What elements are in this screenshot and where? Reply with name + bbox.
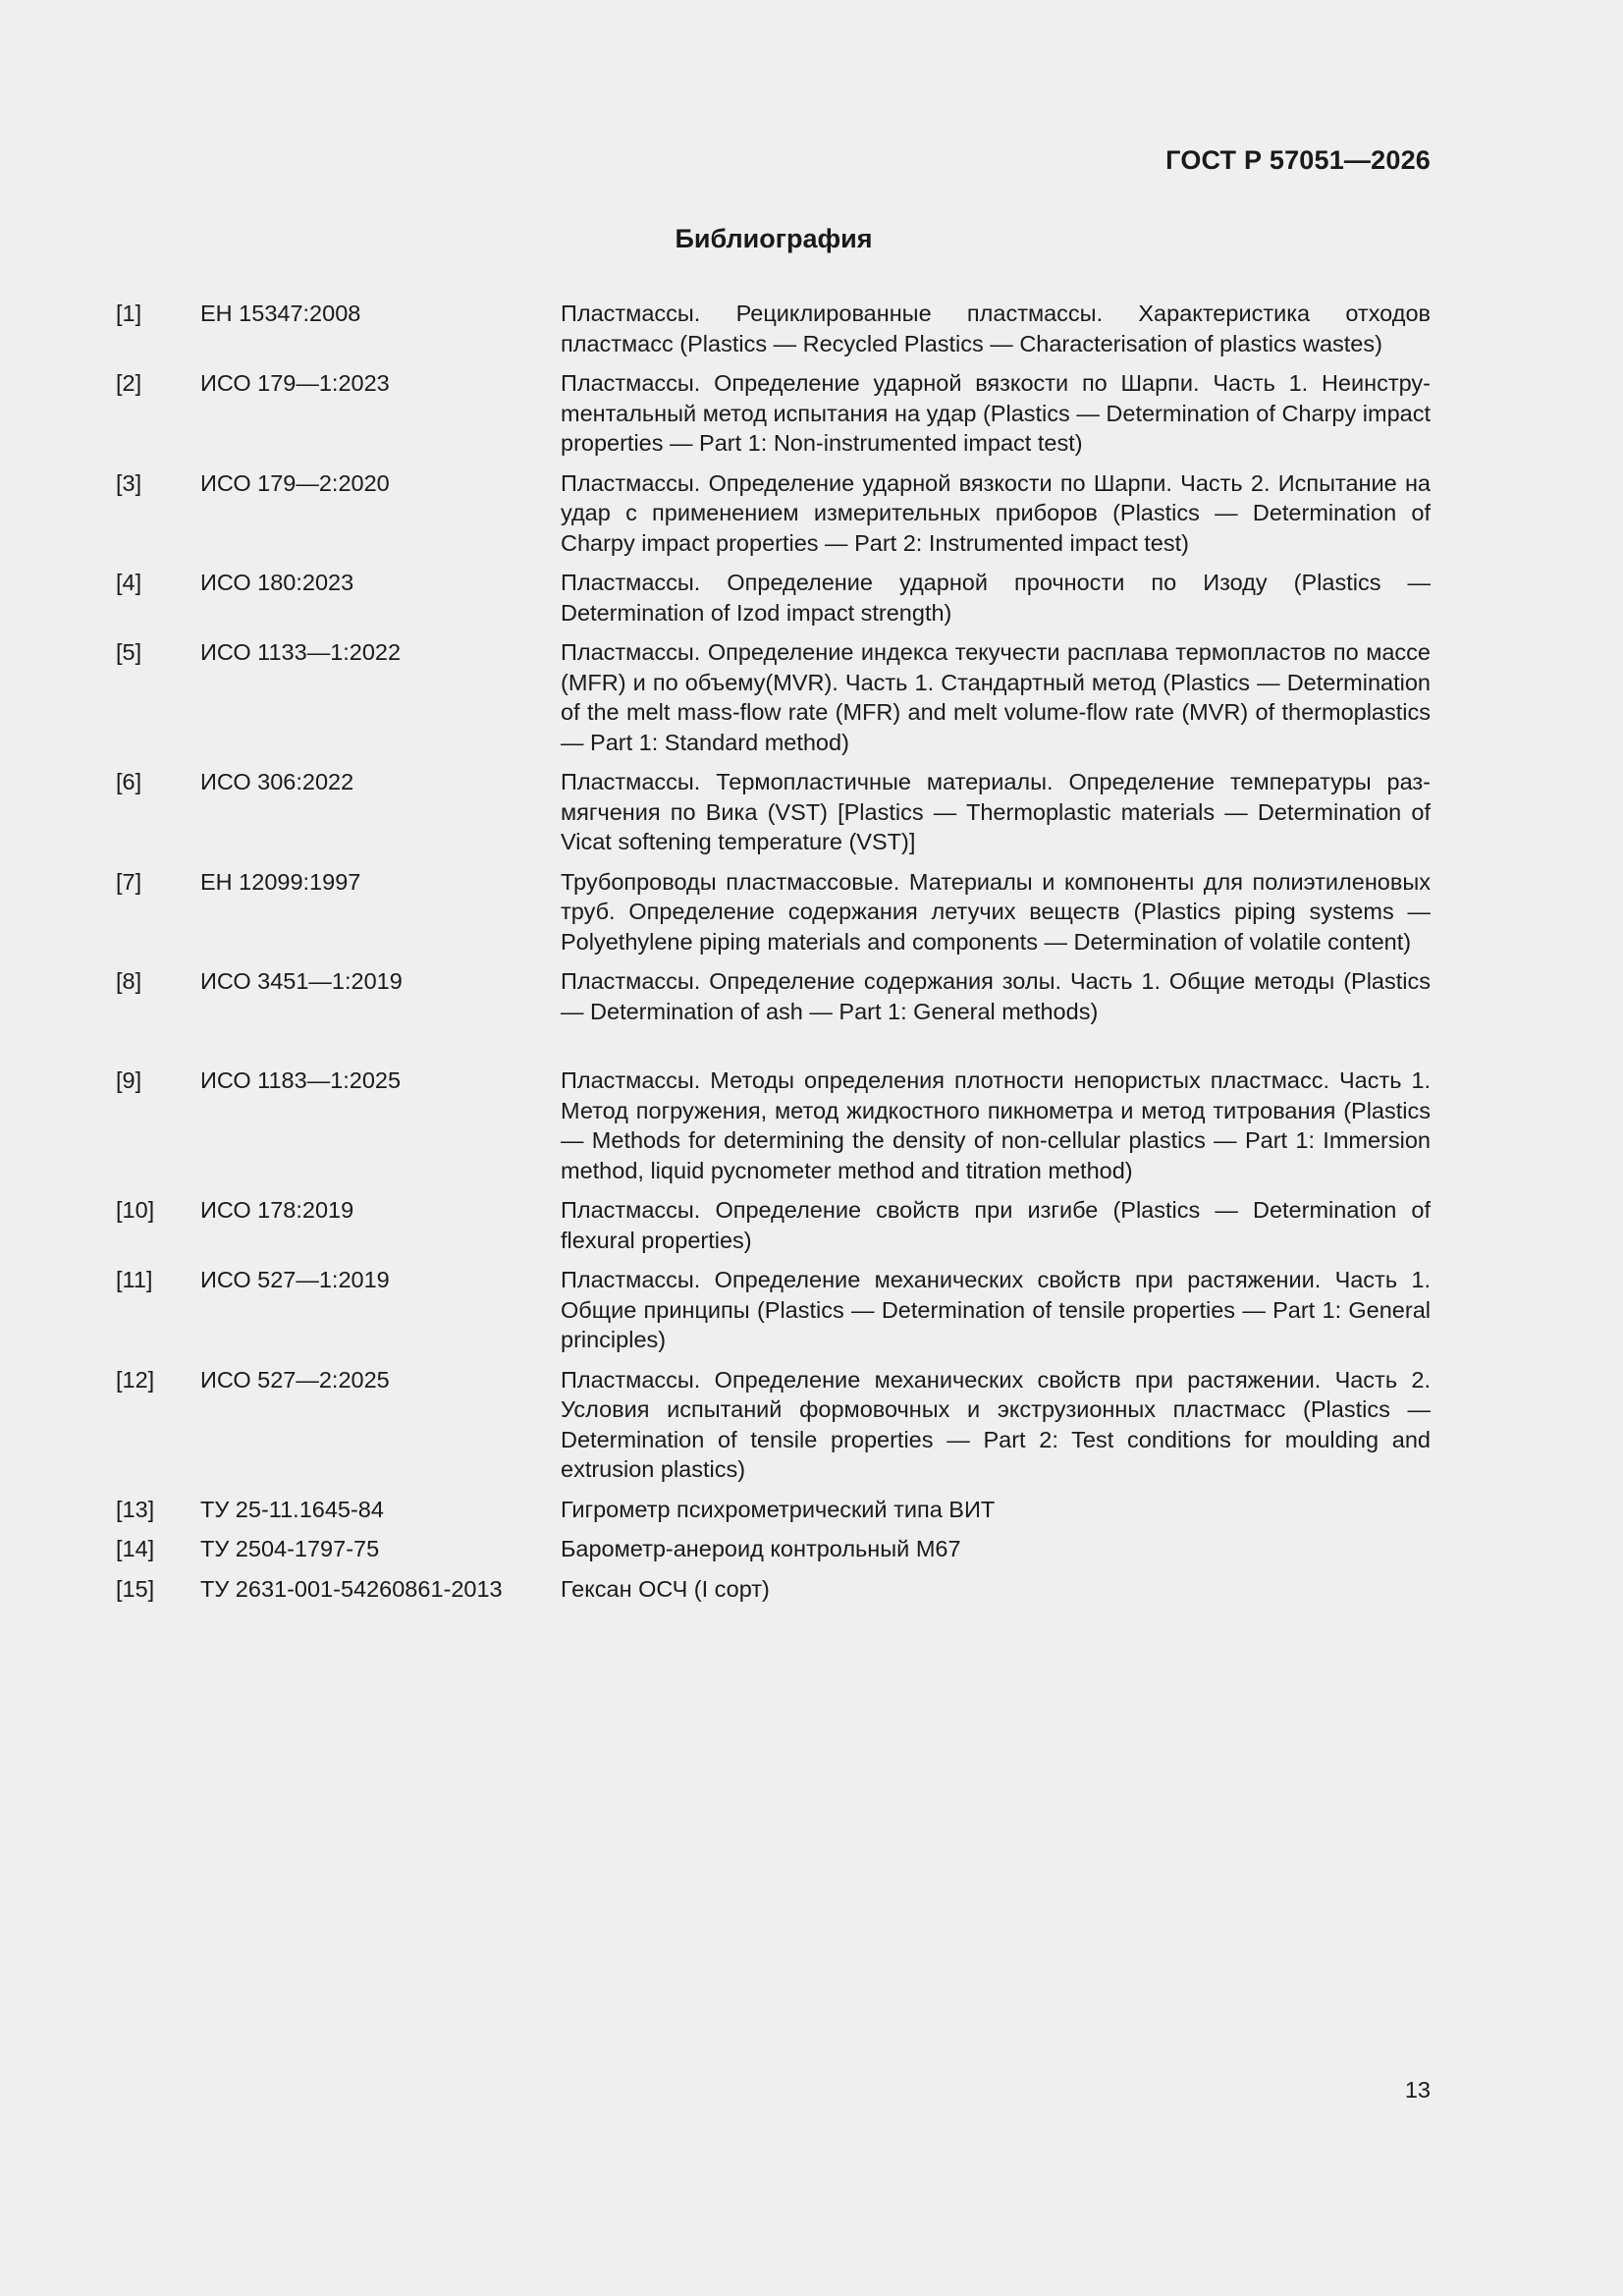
entry-description: Пластмассы. Определение свойств при изгибе (Plastics — Determination of flexural properties) — [561, 1197, 1431, 1253]
standard-code: ТУ 2631-001-54260861-2013 — [200, 1575, 503, 1602]
entry-number: [12] — [116, 1366, 155, 1393]
bibliography-entry — [116, 1365, 1431, 1485]
bibliography-entry — [116, 1534, 1431, 1564]
bibliography-entry — [116, 568, 1431, 628]
standard-code: ИСО 306:2022 — [200, 769, 354, 794]
entry-number: [11] — [116, 1267, 153, 1292]
page-number: 13 — [1404, 2077, 1431, 2103]
bibliography-entry — [116, 1195, 1431, 1255]
standard-code: ИСО 1133—1:2022 — [200, 639, 402, 665]
entry-description: Пластмассы. Определение ударной вязкости по Шарпи. Часть 1. Неинструmентальный метод испытания на удар (Plastics — Determination of Charpy impact properties — Part 1: Non-instrumented impact test) — [561, 370, 1431, 456]
bibliography-entry — [116, 1574, 1431, 1605]
bibliography-entry — [116, 1066, 1431, 1185]
entry-number: [4] — [116, 570, 142, 595]
standard-code: ТУ 25-11.1645-84 — [200, 1496, 384, 1522]
entry-number: [14] — [116, 1536, 155, 1561]
entry-description: Пластмассы. Термопластичные материалы. Определение температуры размягчения по Вика (VST) [Plastics — Thermoplastic materials — Determination of Vicat softening temperature (VST)] — [561, 769, 1431, 854]
entry-number: [1] — [116, 301, 142, 326]
entry-description: Пластмассы. Определение ударной вязкости по Шарпи. Часть 2. Испытание на удар с применением измерительных приборов (Plastics — Determination of Charpy impact properties — Part 2: Instrumented impact test) — [561, 469, 1431, 556]
entry-description: Барометр-анероид контрольный М67 — [561, 1536, 961, 1561]
standard-code: ИСО 3451—1:2019 — [200, 968, 403, 994]
standard-code: ИСО 178:2019 — [200, 1197, 354, 1223]
entry-number: [5] — [116, 639, 142, 665]
standard-code: ИСО 1183—1:2025 — [200, 1067, 402, 1093]
entry-number: [3] — [116, 469, 142, 496]
document-code-header: ГОСТ Р 57051—2026 — [1165, 145, 1431, 175]
bibliography-entry — [116, 637, 1431, 757]
standard-code: ИСО 180:2023 — [200, 570, 354, 595]
entry-description: Пластмассы. Определение содержания золы. Часть 1. Общие методы (Plastics — Determination of ash — Part 1: General methods) — [561, 968, 1431, 1024]
bibliography-entry — [116, 1495, 1431, 1525]
entry-description: Пластмассы. Определение индекса текучести расплава термопластов по массе (MFR) и по объему(MVR). Часть 1. Стандартный метод (Plastics — Determination of the melt mass-flow rate (MFR) and melt volume-flow rate (MVR) of thermoplastics — Part 1: Standard method) — [561, 639, 1431, 755]
bibliography-entry — [116, 1265, 1431, 1355]
entry-number: [7] — [116, 868, 142, 895]
standard-code: ТУ 2504-1797-75 — [200, 1536, 380, 1561]
standard-code: ЕН 12099:1997 — [200, 868, 361, 895]
entry-number: [8] — [116, 968, 142, 994]
entry-description: Пластмассы. Определение механических свойств при растяжении. Часть 1. Общие принципы (Plastics — Determination of tensile properties — Part 1: General principles) — [561, 1267, 1431, 1352]
entry-number: [13] — [116, 1496, 155, 1522]
bibliography-entry — [116, 299, 1431, 358]
bibliography-entry — [116, 767, 1431, 857]
bibliography-entry — [116, 468, 1431, 559]
standard-code: ИСО 179—2:2020 — [200, 469, 390, 496]
entry-number: [6] — [116, 769, 142, 794]
standard-code: ИСО 527—2:2025 — [200, 1366, 390, 1393]
entry-description: Трубопроводы пластмассовые. Материалы и компоненты для полиэтиленовых труб. Определение содержания летучих веществ (Plastics piping systems — Polyethylene piping materials and components — Determination of volatile content) — [561, 868, 1431, 955]
entry-description: Гексан ОСЧ (I сорт) — [561, 1575, 770, 1602]
bibliography-title: Библиография — [675, 224, 873, 253]
bibliography-list — [116, 299, 1431, 1613]
entry-number: [2] — [116, 370, 142, 396]
entry-description: Пластмассы. Определение ударной прочности по Изоду (Plastics — Determination of Izod impact strength) — [561, 570, 1431, 626]
entry-description: Пластмассы. Определение механических свойств при растяжении. Часть 2. Условия испытаний формовочных и экструзионных пластмасс (Plastics — Determination of tensile properties — Part 2: Test conditions for moulding and extrusion plastics) — [561, 1366, 1431, 1482]
entry-number: [9] — [116, 1067, 142, 1093]
entry-number: [15] — [116, 1575, 155, 1602]
entry-description: Пластмассы. Методы определения плотности непористых пластмасс. Часть 1. Метод погружения, метод жидкостного пикнометра и метод титрования (Plastics — Methods for determining the density of non-cellular plastics — Part 1: Immersion method, liquid pycnometer method and titration method) — [561, 1067, 1431, 1183]
bibliography-entry — [116, 867, 1431, 957]
standard-code: ЕН 15347:2008 — [200, 301, 361, 326]
standard-code: ИСО 179—1:2023 — [200, 370, 390, 396]
entry-description: Гигрометр психрометрический типа ВИТ — [561, 1496, 996, 1522]
entry-number: [10] — [116, 1197, 155, 1223]
entry-description: Пластмассы. Рециклированные пластмассы. Характеристика отходов пластмасс (Plastics — Recycled Plastics — Characterisation of plastics wastes) — [561, 301, 1431, 356]
bibliography-entry — [116, 368, 1431, 459]
bibliography-entry — [116, 966, 1431, 1026]
standard-code: ИСО 527—1:2019 — [200, 1267, 390, 1292]
